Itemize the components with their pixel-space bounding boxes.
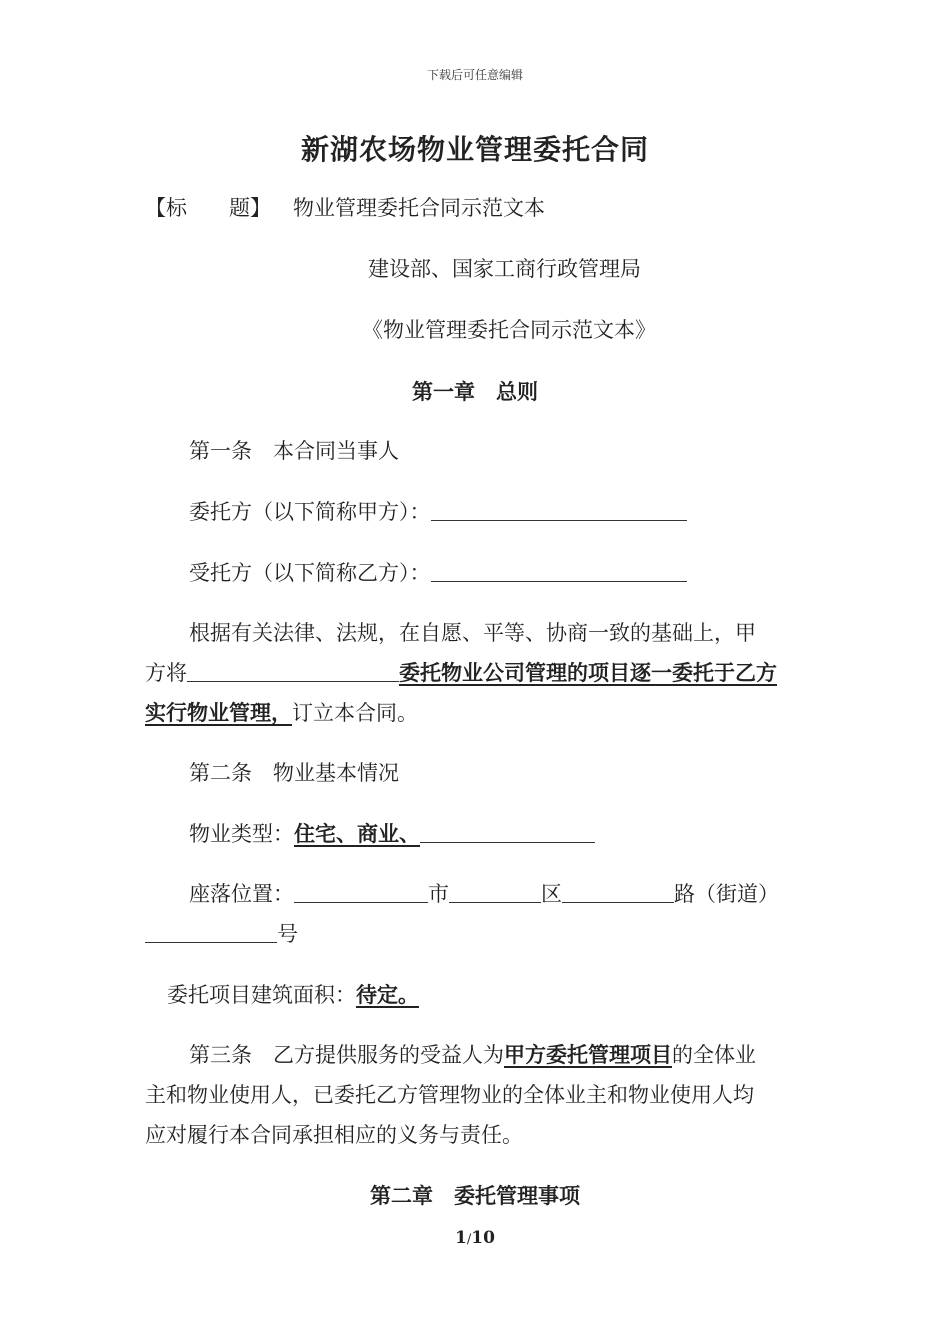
property-type-line: 物业类型：住宅、商业、	[189, 814, 595, 854]
page-separator: /	[466, 1232, 472, 1247]
chapter-1-heading: 第一章 总则	[412, 379, 538, 404]
article-1-heading: 第一条 本合同当事人	[189, 439, 399, 463]
subject-value: 物业管理委托合同示范文本	[293, 196, 545, 220]
project-blank	[187, 655, 399, 682]
page-current: 1	[455, 1228, 467, 1248]
location-road-blank	[562, 876, 674, 903]
building-area-value: 待定。	[356, 982, 419, 1007]
basis-emphasis-1: 委托物业公司管理的项目逐一委托于乙方	[399, 660, 777, 685]
document-title: 新湖农场物业管理委托合同	[300, 133, 649, 166]
issuer-line: 建设部、国家工商行政管理局	[368, 257, 641, 281]
article-3-line-2: 主和物业使用人，已委托乙方管理物业的全体业主和物业使用人均	[145, 1083, 754, 1107]
page-total: 10	[471, 1228, 495, 1248]
article-3-line-1: 第三条 乙方提供服务的受益人为甲方委托管理项目的全体业	[189, 1042, 756, 1067]
basis-line-3: 实行物业管理，订立本合同。	[145, 700, 418, 725]
location-line-1: 座落位置： 市 区 路（街道）	[189, 874, 779, 914]
party-b-line	[189, 553, 687, 593]
property-type-value: 住宅、商业、	[294, 821, 420, 846]
basis-emphasis-2: 实行物业管理，	[145, 700, 292, 725]
party-a-line	[189, 492, 687, 532]
subject-line	[145, 188, 545, 228]
source-line: 《物业管理委托合同示范文本》	[362, 318, 656, 342]
party-b-label: 受托方（以下简称乙方）：	[189, 561, 431, 585]
location-city-blank	[294, 876, 428, 903]
party-a-label: 委托方（以下简称甲方）：	[189, 500, 431, 524]
basis-line-1: 根据有关法律、法规，在自愿、平等、协商一致的基础上，甲	[189, 621, 756, 645]
article-2-heading: 第二条 物业基本情况	[189, 761, 399, 785]
location-line-2: 号	[145, 914, 298, 954]
property-type-blank	[420, 816, 595, 843]
chapter-2-heading: 第二章 委托管理事项	[370, 1183, 580, 1208]
building-area-line: 委托项目建筑面积：待定。	[167, 982, 419, 1007]
basis-line-2: 方将 委托物业公司管理的项目逐一委托于乙方	[145, 653, 777, 693]
location-number-blank	[145, 916, 277, 943]
article-3-emphasis: 甲方委托管理项目	[504, 1042, 672, 1067]
location-district-blank	[449, 876, 541, 903]
party-a-blank	[431, 494, 687, 521]
page-number	[0, 1228, 950, 1248]
party-b-blank	[431, 555, 687, 582]
article-3-line-3: 应对履行本合同承担相应的义务与责任。	[145, 1123, 523, 1147]
header-note: 下载后可任意编辑	[426, 68, 523, 82]
subject-label: 【标 题】	[145, 196, 271, 220]
